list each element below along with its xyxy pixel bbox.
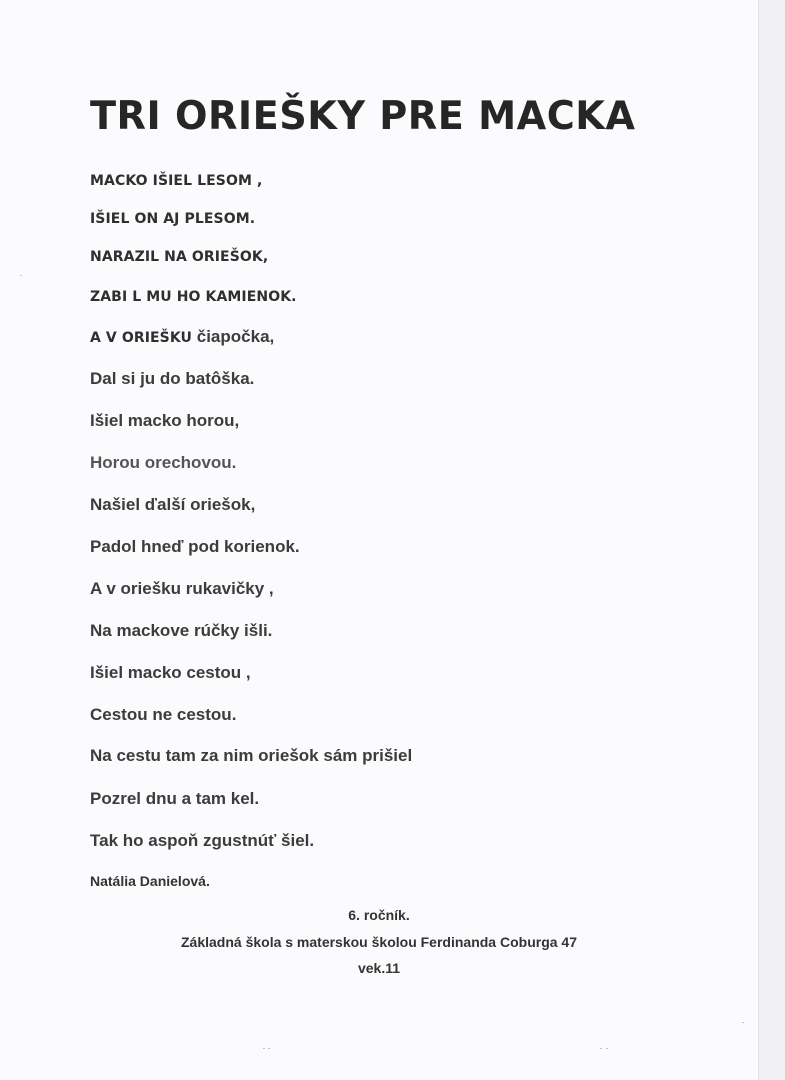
poem-line-12: Na mackove rúčky išli. — [90, 621, 273, 640]
poem-line-14: Cestou ne cestou. — [90, 705, 237, 724]
poem-line-11: A v oriešku rukavičky , — [90, 579, 274, 598]
poem-line-17: Tak ho aspoň zgustnúť šiel. — [90, 831, 315, 850]
poem-line-4: ZABI L MU HO KAMIENOK. — [90, 289, 297, 305]
poem-line-6: Dal si ju do batôška. — [90, 369, 255, 388]
poem-line-5-rest: čiapočka, — [192, 327, 275, 346]
scan-speck — [600, 1048, 602, 1049]
school-line: Základná škola s materskou školou Ferdinanda Coburga 47 — [180, 934, 577, 950]
scan-speck — [263, 1048, 265, 1049]
scan-speck — [742, 1022, 744, 1023]
poem-title: TRI ORIEŠKY PRE MACKA — [90, 94, 636, 139]
poem-line-10: Padol hneď pod korienok. — [90, 537, 300, 556]
poem-line-5 — [90, 327, 274, 348]
scan-speck — [20, 275, 22, 276]
poem-line-5-styled: A V ORIEŠKU — [90, 330, 193, 346]
poem-line-2: IŠIEL ON AJ PLESOM. — [90, 211, 256, 227]
scan-speck — [606, 1048, 608, 1049]
grade-line: 6. ročník. — [348, 907, 410, 923]
poem-line-13: Išiel macko cestou , — [90, 663, 251, 682]
age-line: vek.11 — [357, 960, 401, 976]
poem-line-9: Našiel ďalší oriešok, — [90, 495, 256, 514]
poem-line-16: Pozrel dnu a tam kel. — [90, 789, 260, 808]
author-name: Natália Danielová. — [90, 873, 210, 889]
poem-line-15: Na cestu tam za nim oriešok sám prišiel — [90, 746, 413, 765]
poem-line-8: Horou orechovou. — [90, 453, 237, 472]
scan-speck — [268, 1048, 270, 1049]
poem-line-3: NARAZIL NA ORIEŠOK, — [90, 249, 269, 265]
poem-line-7: Išiel macko horou, — [90, 411, 240, 430]
poem-line-1: MACKO IŠIEL LESOM , — [90, 173, 263, 189]
